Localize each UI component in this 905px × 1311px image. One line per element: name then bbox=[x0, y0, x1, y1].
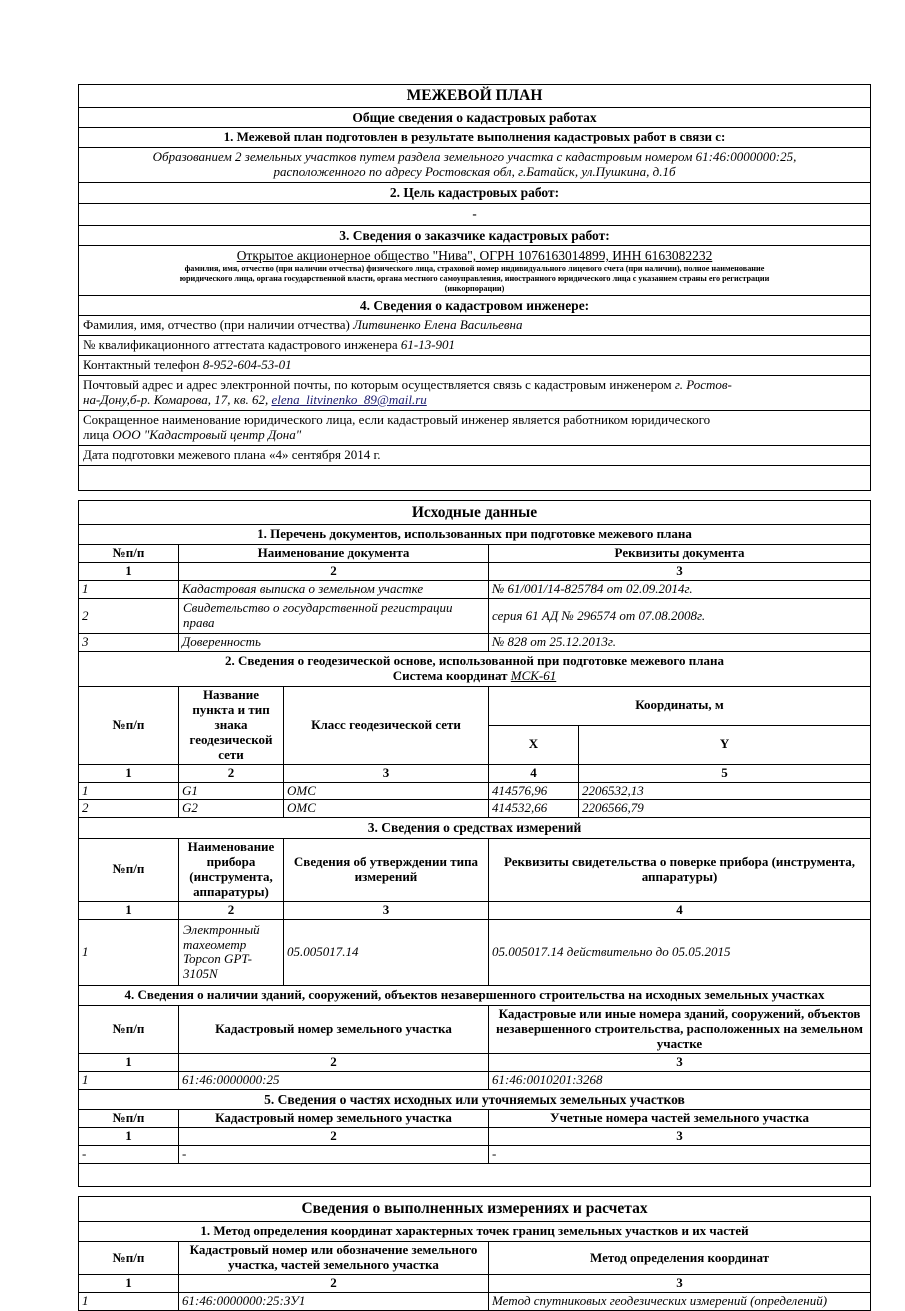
geo-colnum-2: 2 bbox=[179, 764, 284, 782]
certificate-row bbox=[79, 336, 871, 356]
parts-heading-row bbox=[79, 1089, 871, 1110]
engineer-name-row bbox=[79, 316, 871, 336]
docs-row2-n: 2 bbox=[79, 599, 179, 634]
inst-row1-n: 1 bbox=[79, 919, 179, 986]
prt-col-parcel: Кадастровый номер земельного участка bbox=[179, 1110, 489, 1128]
geo-row2-point: G2 bbox=[179, 800, 284, 818]
geo-row2-n: 2 bbox=[79, 800, 179, 818]
geo-row1-x: 414576,96 bbox=[489, 782, 579, 800]
item1-line2: расположенного по адресу Ростовская обл, г.Батайск, ул.Пушкина, д.1б bbox=[273, 164, 676, 180]
table-row bbox=[79, 581, 871, 599]
geodesic-heading-cell bbox=[79, 652, 871, 687]
mth-col-np: №п/п bbox=[79, 1242, 179, 1275]
table-row bbox=[79, 782, 871, 800]
item4-heading: 4. Сведения о кадастровом инженере: bbox=[79, 295, 871, 316]
docs-row3-n: 3 bbox=[79, 634, 179, 652]
geo-col-x: X bbox=[489, 725, 579, 764]
item3-heading-text: 3. Сведения о заказчике кадастровых работ: bbox=[79, 225, 871, 246]
geo-row2-x: 414532,66 bbox=[489, 800, 579, 818]
item3-heading-row bbox=[79, 225, 871, 246]
customer-note-line2: юридического лица, органа государственной власти, органа местного самоуправления, иностранного юридического лица с указанием страны его регистрации bbox=[179, 273, 770, 283]
docs-colnum-3: 3 bbox=[489, 563, 871, 581]
docs-table-heading: 1. Перечень документов, использованных при подготовке межевого плана bbox=[79, 525, 871, 545]
general-information-table bbox=[78, 84, 871, 491]
prt-colnum-1: 1 bbox=[79, 1128, 179, 1146]
mth-row1-n: 1 bbox=[79, 1292, 179, 1310]
gap-cell-1 bbox=[79, 465, 871, 490]
table-row bbox=[79, 1292, 871, 1310]
coord-system-line bbox=[79, 669, 870, 684]
buildings-colnum-row bbox=[79, 1054, 871, 1072]
measurements-table bbox=[78, 1196, 871, 1311]
certificate-cell bbox=[79, 336, 871, 356]
gap-cell-2 bbox=[79, 1164, 871, 1187]
item2-heading: 2. Цель кадастровых работ: bbox=[79, 183, 871, 204]
certificate-label: № квалификационного аттестата кадастрового инженера bbox=[83, 337, 398, 353]
table-row bbox=[79, 599, 871, 634]
geo-row1-n: 1 bbox=[79, 782, 179, 800]
gap-row-1 bbox=[79, 465, 871, 490]
prt-colnum-3: 3 bbox=[489, 1128, 871, 1146]
docs-row3-name: Доверенность bbox=[179, 634, 489, 652]
instruments-colnum-row bbox=[79, 901, 871, 919]
inst-col-approval: Сведения об утверждении типа измерений bbox=[284, 838, 489, 901]
bld-colnum-2: 2 bbox=[179, 1054, 489, 1072]
instruments-heading: 3. Сведения о средствах измерений bbox=[79, 818, 871, 839]
geodesic-colnum-row bbox=[79, 764, 871, 782]
inst-row1-approval: 05.005017.14 bbox=[284, 919, 489, 986]
legal-entity-label-line2: лица bbox=[83, 426, 110, 442]
date-value: «4» сентября 2014 г. bbox=[268, 446, 381, 462]
prt-col-parts: Учетные номера частей земельного участка bbox=[489, 1110, 871, 1128]
bld-col-objects: Кадастровые или иные номера зданий, сооружений, объектов незавершенного строительства, расположенных на земельном участке bbox=[489, 1006, 871, 1054]
geodesic-heading: 2. Сведения о геодезической основе, использованной при подготовке межевого плана bbox=[224, 653, 725, 669]
phone-label: Контактный телефон bbox=[83, 357, 200, 373]
customer-note-line1: фамилия, имя, отчество (при наличии отчества) физического лица, страховой номер индивидуального лицевого счета (при наличии), полное наименование bbox=[184, 263, 765, 273]
mth-colnum-1: 1 bbox=[79, 1274, 179, 1292]
address-value-line1: г. Ростов- bbox=[674, 376, 732, 392]
item4-heading-row bbox=[79, 295, 871, 316]
mth-col-method: Метод определения координат bbox=[489, 1242, 871, 1275]
buildings-header-row bbox=[79, 1006, 871, 1054]
inst-colnum-1: 1 bbox=[79, 901, 179, 919]
method-heading-row bbox=[79, 1222, 871, 1242]
geo-colnum-5: 5 bbox=[579, 764, 871, 782]
inst-col-verification: Реквизиты свидетельства о поверке прибора (инструмента, аппаратуры) bbox=[489, 838, 871, 901]
legal-entity-value: ООО "Кадастровый центр Дона" bbox=[112, 426, 302, 442]
table-row bbox=[79, 919, 871, 986]
bld-colnum-1: 1 bbox=[79, 1054, 179, 1072]
geo-colnum-1: 1 bbox=[79, 764, 179, 782]
docs-row2-name: Свидетельство о государственной регистрации права bbox=[179, 599, 489, 634]
inst-col-np: №п/п bbox=[79, 838, 179, 901]
docs-colnum-2: 2 bbox=[179, 563, 489, 581]
mth-col-parcel: Кадастровый номер или обозначение земельного участка, частей земельного участка bbox=[179, 1242, 489, 1275]
bld-row1-objects: 61:46:0010201:3268 bbox=[489, 1072, 871, 1090]
docs-col-name: Наименование документа bbox=[179, 545, 489, 563]
block-spacer-1 bbox=[78, 491, 870, 500]
geo-row2-class: ОМС bbox=[284, 800, 489, 818]
address-label: Почтовый адрес и адрес электронной почты, по которым осуществляется связь с кадастровым инженером bbox=[83, 376, 672, 392]
docs-colnum-1: 1 bbox=[79, 563, 179, 581]
bld-colnum-3: 3 bbox=[489, 1054, 871, 1072]
instruments-header-row bbox=[79, 838, 871, 901]
geo-col-coords: Координаты, м bbox=[489, 686, 871, 725]
inst-row1-device: Электронный тахеометр Topcon GPT-3105N bbox=[179, 919, 284, 986]
mth-row1-parcel: 61:46:0000000:25:ЗУ1 bbox=[179, 1292, 489, 1310]
document-title-row bbox=[79, 85, 871, 108]
docs-header-row bbox=[79, 545, 871, 563]
customer-note-line3: (инкорпорации) bbox=[444, 283, 505, 293]
geo-row2-y: 2206566,79 bbox=[579, 800, 871, 818]
buildings-heading-row bbox=[79, 986, 871, 1006]
inst-colnum-3: 3 bbox=[284, 901, 489, 919]
inst-colnum-4: 4 bbox=[489, 901, 871, 919]
initial-data-heading-row bbox=[79, 500, 871, 525]
prt-row1-parcel: - bbox=[179, 1146, 489, 1164]
docs-colnum-row bbox=[79, 563, 871, 581]
mth-colnum-3: 3 bbox=[489, 1274, 871, 1292]
phone-row bbox=[79, 356, 871, 376]
measurements-heading-row bbox=[79, 1197, 871, 1222]
document-page bbox=[78, 84, 870, 1311]
docs-row1-req: № 61/001/14-825784 от 02.09.2014г. bbox=[489, 581, 871, 599]
table-row bbox=[79, 800, 871, 818]
bld-col-parcel: Кадастровый номер земельного участка bbox=[179, 1006, 489, 1054]
phone-cell bbox=[79, 356, 871, 376]
item1-line1: Образованием 2 земельных участков путем раздела земельного участка с кадастровым номером 61:46:0000000:25, bbox=[152, 149, 797, 165]
item1-value-row bbox=[79, 148, 871, 183]
docs-col-req: Реквизиты документа bbox=[489, 545, 871, 563]
docs-col-np: №п/п bbox=[79, 545, 179, 563]
bld-row1-parcel: 61:46:0000000:25 bbox=[179, 1072, 489, 1090]
general-section-row bbox=[79, 107, 871, 128]
geo-row1-y: 2206532,13 bbox=[579, 782, 871, 800]
geo-col-np: №п/п bbox=[79, 686, 179, 764]
parts-heading: 5. Сведения о частях исходных или уточняемых земельных участков bbox=[79, 1089, 871, 1110]
item2-heading-row bbox=[79, 183, 871, 204]
docs-row1-n: 1 bbox=[79, 581, 179, 599]
coord-system-label: Система координат bbox=[392, 667, 508, 683]
initial-data-table bbox=[78, 500, 871, 1188]
prt-row1-n: - bbox=[79, 1146, 179, 1164]
customer-name: Открытое акционерное общество "Нива", ОГРН 1076163014899, ИНН 6163082232 bbox=[236, 248, 713, 264]
bld-col-np: №п/п bbox=[79, 1006, 179, 1054]
prt-col-np: №п/п bbox=[79, 1110, 179, 1128]
date-cell bbox=[79, 445, 871, 465]
table-row bbox=[79, 1072, 871, 1090]
legal-entity-row bbox=[79, 410, 871, 445]
gap-row-2 bbox=[79, 1164, 871, 1187]
item2-value-row bbox=[79, 203, 871, 225]
measurements-heading: Сведения о выполненных измерениях и расчетах bbox=[79, 1197, 871, 1222]
initial-data-heading: Исходные данные bbox=[79, 500, 871, 525]
document-title: МЕЖЕВОЙ ПЛАН bbox=[79, 85, 871, 108]
mth-row1-method: Метод спутниковых геодезических измерений (определений) bbox=[489, 1292, 871, 1310]
address-cell bbox=[79, 375, 871, 410]
buildings-heading: 4. Сведения о наличии зданий, сооружений, объектов незавершенного строительства на исходных земельных участках bbox=[79, 986, 871, 1006]
geodesic-heading-row bbox=[79, 652, 871, 687]
address-row bbox=[79, 375, 871, 410]
prt-colnum-2: 2 bbox=[179, 1128, 489, 1146]
method-colnum-row bbox=[79, 1274, 871, 1292]
docs-row1-name: Кадастровая выписка о земельном участке bbox=[179, 581, 489, 599]
inst-colnum-2: 2 bbox=[179, 901, 284, 919]
table-row bbox=[79, 1146, 871, 1164]
date-label: Дата подготовки межевого плана bbox=[83, 446, 266, 462]
bld-row1-n: 1 bbox=[79, 1072, 179, 1090]
mth-colnum-2: 2 bbox=[179, 1274, 489, 1292]
geodesic-header-row-1 bbox=[79, 686, 871, 725]
legal-entity-label-line1: Сокращенное наименование юридического лица, если кадастровый инженер является работником юридического bbox=[83, 411, 711, 427]
instruments-heading-row bbox=[79, 818, 871, 839]
prt-row1-parts: - bbox=[489, 1146, 871, 1164]
geo-row1-class: ОМС bbox=[284, 782, 489, 800]
block-spacer-2 bbox=[78, 1187, 870, 1196]
parts-colnum-row bbox=[79, 1128, 871, 1146]
address-value-line2: на-Дону,б-р. Комарова, 17, кв. 62, bbox=[83, 391, 269, 407]
method-header-row bbox=[79, 1242, 871, 1275]
address-email[interactable]: elena_litvinenko_89@mail.ru bbox=[271, 391, 427, 407]
parts-header-row bbox=[79, 1110, 871, 1128]
method-heading: 1. Метод определения координат характерных точек границ земельных участков и их частей bbox=[79, 1222, 871, 1242]
item3-value-row bbox=[79, 246, 871, 296]
geo-col-point: Название пункта и тип знака геодезической сети bbox=[179, 686, 284, 764]
item1-heading-row bbox=[79, 128, 871, 148]
general-section-heading: Общие сведения о кадастровых работах bbox=[79, 107, 871, 128]
item1-heading: 1. Межевой план подготовлен в результате выполнения кадастровых работ в связи с: bbox=[79, 128, 871, 148]
docs-row3-req: № 828 от 25.12.2013г. bbox=[489, 634, 871, 652]
item3-value-cell bbox=[79, 246, 871, 296]
geo-colnum-4: 4 bbox=[489, 764, 579, 782]
docs-row2-req: серия 61 АД № 296574 от 07.08.2008г. bbox=[489, 599, 871, 634]
table-row bbox=[79, 634, 871, 652]
geo-col-class: Класс геодезической сети bbox=[284, 686, 489, 764]
phone-value: 8-952-604-53-01 bbox=[202, 357, 292, 373]
item1-value-cell bbox=[79, 148, 871, 183]
certificate-value: 61-13-901 bbox=[400, 337, 456, 353]
geo-colnum-3: 3 bbox=[284, 764, 489, 782]
geo-col-y: Y bbox=[579, 725, 871, 764]
engineer-name-cell bbox=[79, 316, 871, 336]
legal-entity-cell bbox=[79, 410, 871, 445]
geo-row1-point: G1 bbox=[179, 782, 284, 800]
inst-row1-verification: 05.005017.14 действительно до 05.05.2015 bbox=[489, 919, 871, 986]
inst-col-device: Наименование прибора (инструмента, аппаратуры) bbox=[179, 838, 284, 901]
engineer-name-label: Фамилия, имя, отчество (при наличии отчества) bbox=[83, 317, 350, 333]
engineer-name-value: Литвиненко Елена Васильевна bbox=[353, 317, 523, 333]
date-row bbox=[79, 445, 871, 465]
coord-system-value: МСК-61 bbox=[510, 667, 557, 683]
item2-value: - bbox=[79, 203, 871, 225]
docs-table-heading-row bbox=[79, 525, 871, 545]
